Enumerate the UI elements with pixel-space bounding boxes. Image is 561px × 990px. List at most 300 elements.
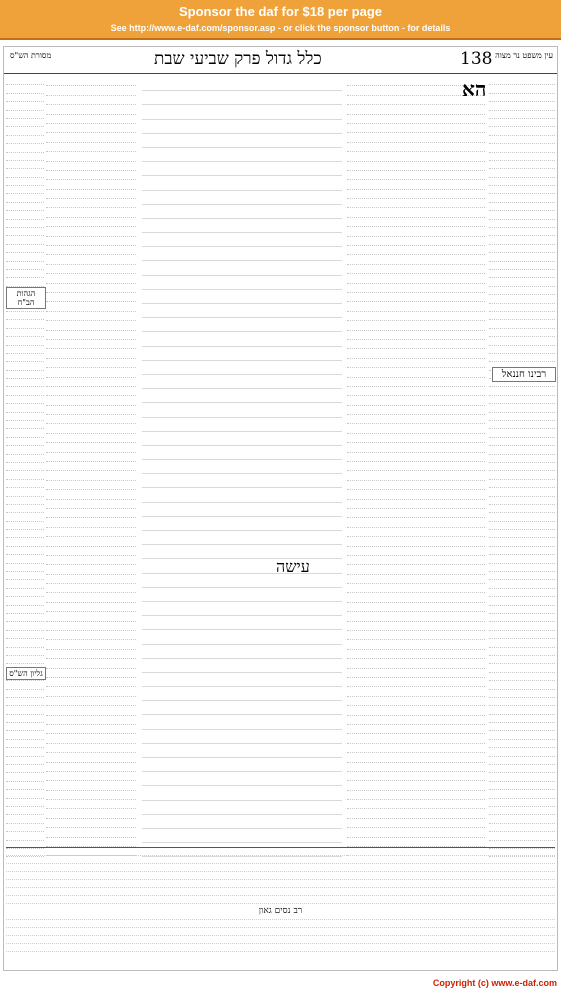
text-line bbox=[489, 799, 555, 807]
text-line bbox=[6, 446, 44, 454]
text-line bbox=[6, 220, 44, 228]
text-line bbox=[46, 265, 136, 274]
text-line bbox=[46, 744, 136, 753]
text-line bbox=[347, 819, 485, 828]
text-line bbox=[347, 528, 485, 537]
text-line bbox=[46, 772, 136, 781]
text-line bbox=[489, 522, 555, 530]
text-line bbox=[6, 715, 44, 723]
text-line bbox=[46, 528, 136, 537]
text-line bbox=[489, 186, 555, 194]
bottom-commentary bbox=[6, 847, 555, 958]
text-line bbox=[489, 807, 555, 815]
text-line bbox=[46, 434, 136, 443]
text-line bbox=[6, 94, 44, 102]
text-line bbox=[6, 253, 44, 261]
text-line bbox=[46, 809, 136, 818]
text-line bbox=[46, 725, 136, 734]
text-line bbox=[6, 790, 44, 798]
text-line bbox=[142, 389, 342, 403]
text-line bbox=[347, 716, 485, 725]
section-word: עישה bbox=[276, 557, 310, 576]
text-line bbox=[489, 815, 555, 823]
text-line bbox=[46, 105, 136, 114]
text-line bbox=[6, 807, 44, 815]
text-line bbox=[347, 838, 485, 847]
text-line bbox=[6, 606, 44, 614]
text-line bbox=[46, 575, 136, 584]
text-line bbox=[46, 537, 136, 546]
hagahot-habach-title: הגהות הב"ח bbox=[6, 287, 46, 309]
text-line bbox=[347, 443, 485, 452]
text-line bbox=[46, 406, 136, 415]
copyright-notice[interactable]: Copyright (c) www.e-daf.com bbox=[432, 978, 557, 988]
text-line bbox=[489, 564, 555, 572]
text-line bbox=[142, 176, 342, 190]
text-line bbox=[142, 645, 342, 659]
text-line bbox=[347, 143, 485, 152]
text-line bbox=[6, 387, 44, 395]
text-line bbox=[347, 809, 485, 818]
page-number: 138 bbox=[460, 49, 493, 69]
text-line bbox=[6, 648, 44, 656]
text-line bbox=[347, 659, 485, 668]
text-line bbox=[489, 236, 555, 244]
text-line bbox=[46, 424, 136, 433]
text-line bbox=[6, 631, 44, 639]
text-line bbox=[6, 236, 44, 244]
text-line bbox=[489, 220, 555, 228]
text-line bbox=[142, 460, 342, 474]
text-line bbox=[489, 455, 555, 463]
text-line bbox=[142, 347, 342, 361]
text-line bbox=[142, 829, 342, 843]
text-line bbox=[6, 488, 44, 496]
text-line bbox=[347, 265, 485, 274]
line-container bbox=[142, 77, 342, 857]
text-line bbox=[489, 471, 555, 479]
text-line bbox=[142, 772, 342, 786]
text-line bbox=[142, 815, 342, 829]
text-line bbox=[46, 593, 136, 602]
far-right-margin-column bbox=[489, 77, 555, 857]
text-line bbox=[347, 565, 485, 574]
text-line bbox=[489, 622, 555, 630]
text-line bbox=[489, 85, 555, 93]
text-line bbox=[46, 556, 136, 565]
text-line bbox=[142, 474, 342, 488]
text-line bbox=[142, 687, 342, 701]
text-line bbox=[489, 606, 555, 614]
text-line bbox=[347, 781, 485, 790]
text-line bbox=[489, 748, 555, 756]
text-line bbox=[489, 153, 555, 161]
text-line bbox=[142, 233, 342, 247]
text-line bbox=[6, 371, 44, 379]
text-line bbox=[6, 656, 44, 664]
text-line bbox=[142, 659, 342, 673]
text-line bbox=[142, 318, 342, 332]
text-line bbox=[46, 124, 136, 133]
text-line bbox=[489, 203, 555, 211]
text-line bbox=[46, 631, 136, 640]
text-line bbox=[46, 396, 136, 405]
text-line bbox=[6, 952, 555, 958]
text-line bbox=[46, 331, 136, 340]
text-line bbox=[489, 656, 555, 664]
text-line bbox=[6, 936, 555, 944]
text-line bbox=[489, 354, 555, 362]
text-line bbox=[347, 603, 485, 612]
text-line bbox=[6, 362, 44, 370]
tosafot-commentary-column bbox=[347, 77, 485, 857]
text-line bbox=[6, 748, 44, 756]
text-line bbox=[46, 96, 136, 105]
text-line bbox=[6, 564, 44, 572]
text-line bbox=[46, 152, 136, 161]
text-line bbox=[46, 640, 136, 649]
text-line bbox=[142, 219, 342, 233]
text-line bbox=[347, 321, 485, 330]
text-line bbox=[489, 119, 555, 127]
text-line bbox=[489, 161, 555, 169]
text-line bbox=[46, 734, 136, 743]
text-line bbox=[6, 438, 44, 446]
text-line bbox=[6, 888, 555, 896]
text-line bbox=[6, 848, 555, 856]
text-line bbox=[489, 404, 555, 412]
text-line bbox=[347, 462, 485, 471]
opening-word: הא bbox=[462, 77, 487, 101]
text-line bbox=[46, 171, 136, 180]
text-line bbox=[489, 497, 555, 505]
text-line bbox=[6, 690, 44, 698]
text-line bbox=[6, 572, 44, 580]
text-line bbox=[347, 650, 485, 659]
text-line bbox=[142, 673, 342, 687]
text-line bbox=[489, 77, 555, 85]
text-line bbox=[6, 497, 44, 505]
text-line bbox=[6, 773, 44, 781]
text-line bbox=[46, 284, 136, 293]
text-line bbox=[6, 203, 44, 211]
text-line bbox=[347, 612, 485, 621]
text-line bbox=[142, 91, 342, 105]
text-line bbox=[347, 190, 485, 199]
text-line bbox=[142, 588, 342, 602]
text-line bbox=[46, 378, 136, 387]
text-line bbox=[347, 284, 485, 293]
text-line bbox=[489, 287, 555, 295]
text-line bbox=[347, 509, 485, 518]
text-line bbox=[489, 312, 555, 320]
text-line bbox=[46, 584, 136, 593]
text-line bbox=[489, 295, 555, 303]
text-line bbox=[489, 639, 555, 647]
text-line bbox=[46, 763, 136, 772]
text-line bbox=[6, 614, 44, 622]
text-line bbox=[489, 194, 555, 202]
text-line bbox=[489, 681, 555, 689]
text-line bbox=[347, 800, 485, 809]
text-line bbox=[347, 246, 485, 255]
text-line bbox=[6, 597, 44, 605]
text-line bbox=[6, 169, 44, 177]
text-line bbox=[6, 320, 44, 328]
text-line bbox=[6, 681, 44, 689]
text-line bbox=[489, 396, 555, 404]
text-line bbox=[489, 757, 555, 765]
text-line bbox=[347, 340, 485, 349]
text-line bbox=[46, 143, 136, 152]
text-line bbox=[6, 928, 555, 936]
text-line bbox=[489, 648, 555, 656]
text-line bbox=[142, 630, 342, 644]
text-line bbox=[6, 832, 44, 840]
text-line bbox=[6, 463, 44, 471]
text-line bbox=[142, 205, 342, 219]
text-line bbox=[6, 538, 44, 546]
text-line bbox=[489, 304, 555, 312]
text-line bbox=[347, 547, 485, 556]
page-title: כלל גדול פרק שביעי שבת bbox=[154, 49, 322, 69]
header-right-label: עין משפט נר מצוה bbox=[495, 51, 553, 60]
text-line bbox=[46, 650, 136, 659]
text-line bbox=[142, 545, 342, 559]
text-line bbox=[489, 421, 555, 429]
text-line bbox=[489, 790, 555, 798]
text-line bbox=[6, 429, 44, 437]
text-line bbox=[6, 622, 44, 630]
text-line bbox=[6, 329, 44, 337]
text-line bbox=[347, 255, 485, 264]
text-line bbox=[46, 706, 136, 715]
text-line bbox=[46, 218, 136, 227]
text-line bbox=[489, 387, 555, 395]
text-line bbox=[142, 418, 342, 432]
text-line bbox=[46, 453, 136, 462]
text-line bbox=[347, 218, 485, 227]
text-line bbox=[6, 639, 44, 647]
text-line bbox=[6, 211, 44, 219]
text-line bbox=[489, 614, 555, 622]
text-line bbox=[142, 432, 342, 446]
text-line bbox=[6, 480, 44, 488]
text-line bbox=[6, 127, 44, 135]
text-line bbox=[46, 471, 136, 480]
text-line bbox=[347, 293, 485, 302]
text-line bbox=[6, 153, 44, 161]
text-line bbox=[6, 102, 44, 110]
text-line bbox=[347, 772, 485, 781]
text-line bbox=[489, 329, 555, 337]
line-container bbox=[489, 77, 555, 857]
text-line bbox=[142, 503, 342, 517]
text-line bbox=[46, 274, 136, 283]
text-line bbox=[46, 518, 136, 527]
text-line bbox=[46, 246, 136, 255]
text-line bbox=[6, 920, 555, 928]
text-line bbox=[6, 270, 44, 278]
text-line bbox=[347, 640, 485, 649]
text-line bbox=[6, 799, 44, 807]
text-line bbox=[142, 559, 342, 573]
text-line bbox=[6, 944, 555, 952]
text-line bbox=[347, 312, 485, 321]
text-line bbox=[6, 312, 44, 320]
text-line bbox=[142, 120, 342, 134]
text-line bbox=[46, 77, 136, 86]
text-line bbox=[347, 734, 485, 743]
text-line bbox=[489, 270, 555, 278]
text-line bbox=[46, 509, 136, 518]
text-line bbox=[347, 678, 485, 687]
text-line bbox=[489, 211, 555, 219]
text-line bbox=[142, 701, 342, 715]
text-line bbox=[142, 261, 342, 275]
text-line bbox=[6, 471, 44, 479]
text-line bbox=[142, 191, 342, 205]
text-line bbox=[46, 302, 136, 311]
text-line bbox=[46, 340, 136, 349]
text-line bbox=[142, 744, 342, 758]
text-line bbox=[489, 505, 555, 513]
rashi-commentary-column bbox=[46, 77, 136, 857]
text-line bbox=[6, 815, 44, 823]
text-line bbox=[142, 446, 342, 460]
text-line bbox=[489, 547, 555, 555]
text-line bbox=[347, 537, 485, 546]
text-line bbox=[489, 262, 555, 270]
text-line bbox=[6, 346, 44, 354]
line-container bbox=[6, 848, 555, 958]
sponsor-banner-subtitle[interactable]: See http://www.e-daf.com/sponsor.asp - or click the sponsor button - for details bbox=[110, 23, 451, 33]
text-line bbox=[6, 194, 44, 202]
text-line bbox=[489, 597, 555, 605]
text-line bbox=[6, 455, 44, 463]
text-line bbox=[6, 144, 44, 152]
text-line bbox=[46, 678, 136, 687]
text-line bbox=[6, 245, 44, 253]
text-line bbox=[489, 169, 555, 177]
text-line bbox=[489, 723, 555, 731]
text-line bbox=[6, 896, 555, 904]
text-line bbox=[46, 687, 136, 696]
text-line bbox=[347, 753, 485, 762]
text-line bbox=[347, 302, 485, 311]
text-line bbox=[489, 228, 555, 236]
text-line bbox=[46, 321, 136, 330]
text-line bbox=[142, 105, 342, 119]
text-line bbox=[489, 782, 555, 790]
text-line bbox=[46, 208, 136, 217]
text-line bbox=[142, 290, 342, 304]
text-line bbox=[6, 413, 44, 421]
text-line bbox=[489, 94, 555, 102]
text-line bbox=[46, 227, 136, 236]
text-line bbox=[489, 555, 555, 563]
sponsor-banner-title[interactable]: Sponsor the daf for $18 per page bbox=[179, 4, 382, 19]
text-line bbox=[347, 162, 485, 171]
text-line bbox=[6, 706, 44, 714]
text-line bbox=[6, 337, 44, 345]
text-line bbox=[142, 276, 342, 290]
text-line bbox=[6, 136, 44, 144]
text-line bbox=[142, 602, 342, 616]
text-line bbox=[46, 86, 136, 95]
text-line bbox=[46, 716, 136, 725]
line-container bbox=[46, 77, 136, 857]
text-line bbox=[347, 500, 485, 509]
text-line bbox=[6, 421, 44, 429]
text-line bbox=[46, 162, 136, 171]
text-line bbox=[347, 359, 485, 368]
text-line bbox=[6, 880, 555, 888]
text-line bbox=[347, 396, 485, 405]
text-line bbox=[46, 612, 136, 621]
text-line bbox=[347, 481, 485, 490]
text-line bbox=[489, 773, 555, 781]
text-line bbox=[6, 580, 44, 588]
text-line bbox=[489, 572, 555, 580]
text-line bbox=[46, 349, 136, 358]
text-line bbox=[142, 730, 342, 744]
text-line bbox=[6, 765, 44, 773]
text-line bbox=[46, 481, 136, 490]
text-line bbox=[142, 332, 342, 346]
text-line bbox=[46, 359, 136, 368]
text-line bbox=[347, 697, 485, 706]
text-line bbox=[46, 415, 136, 424]
text-line bbox=[489, 438, 555, 446]
text-line bbox=[489, 513, 555, 521]
text-line bbox=[46, 368, 136, 377]
text-line bbox=[142, 134, 342, 148]
text-line bbox=[489, 337, 555, 345]
text-line bbox=[347, 180, 485, 189]
text-line bbox=[489, 715, 555, 723]
text-line bbox=[347, 471, 485, 480]
text-line bbox=[46, 293, 136, 302]
daf-page bbox=[3, 46, 558, 971]
text-line bbox=[347, 415, 485, 424]
text-line bbox=[6, 872, 555, 880]
text-line bbox=[46, 462, 136, 471]
rav-nissim-gaon-title: רב נסים גאון bbox=[6, 908, 555, 915]
text-line bbox=[6, 723, 44, 731]
text-line bbox=[6, 77, 44, 85]
rabbeinu-chananel-title: רבינו חננאל bbox=[492, 367, 556, 382]
text-line bbox=[46, 791, 136, 800]
text-line bbox=[489, 580, 555, 588]
text-line bbox=[6, 262, 44, 270]
text-line bbox=[46, 133, 136, 142]
sponsor-banner[interactable] bbox=[0, 0, 561, 40]
text-line bbox=[142, 715, 342, 729]
text-line bbox=[347, 828, 485, 837]
text-line bbox=[347, 593, 485, 602]
text-line bbox=[6, 757, 44, 765]
text-line bbox=[6, 864, 555, 872]
text-line bbox=[46, 838, 136, 847]
text-line bbox=[142, 148, 342, 162]
text-line bbox=[347, 152, 485, 161]
text-line bbox=[489, 320, 555, 328]
text-line bbox=[489, 698, 555, 706]
text-line bbox=[347, 387, 485, 396]
text-line bbox=[6, 354, 44, 362]
text-line bbox=[489, 706, 555, 714]
